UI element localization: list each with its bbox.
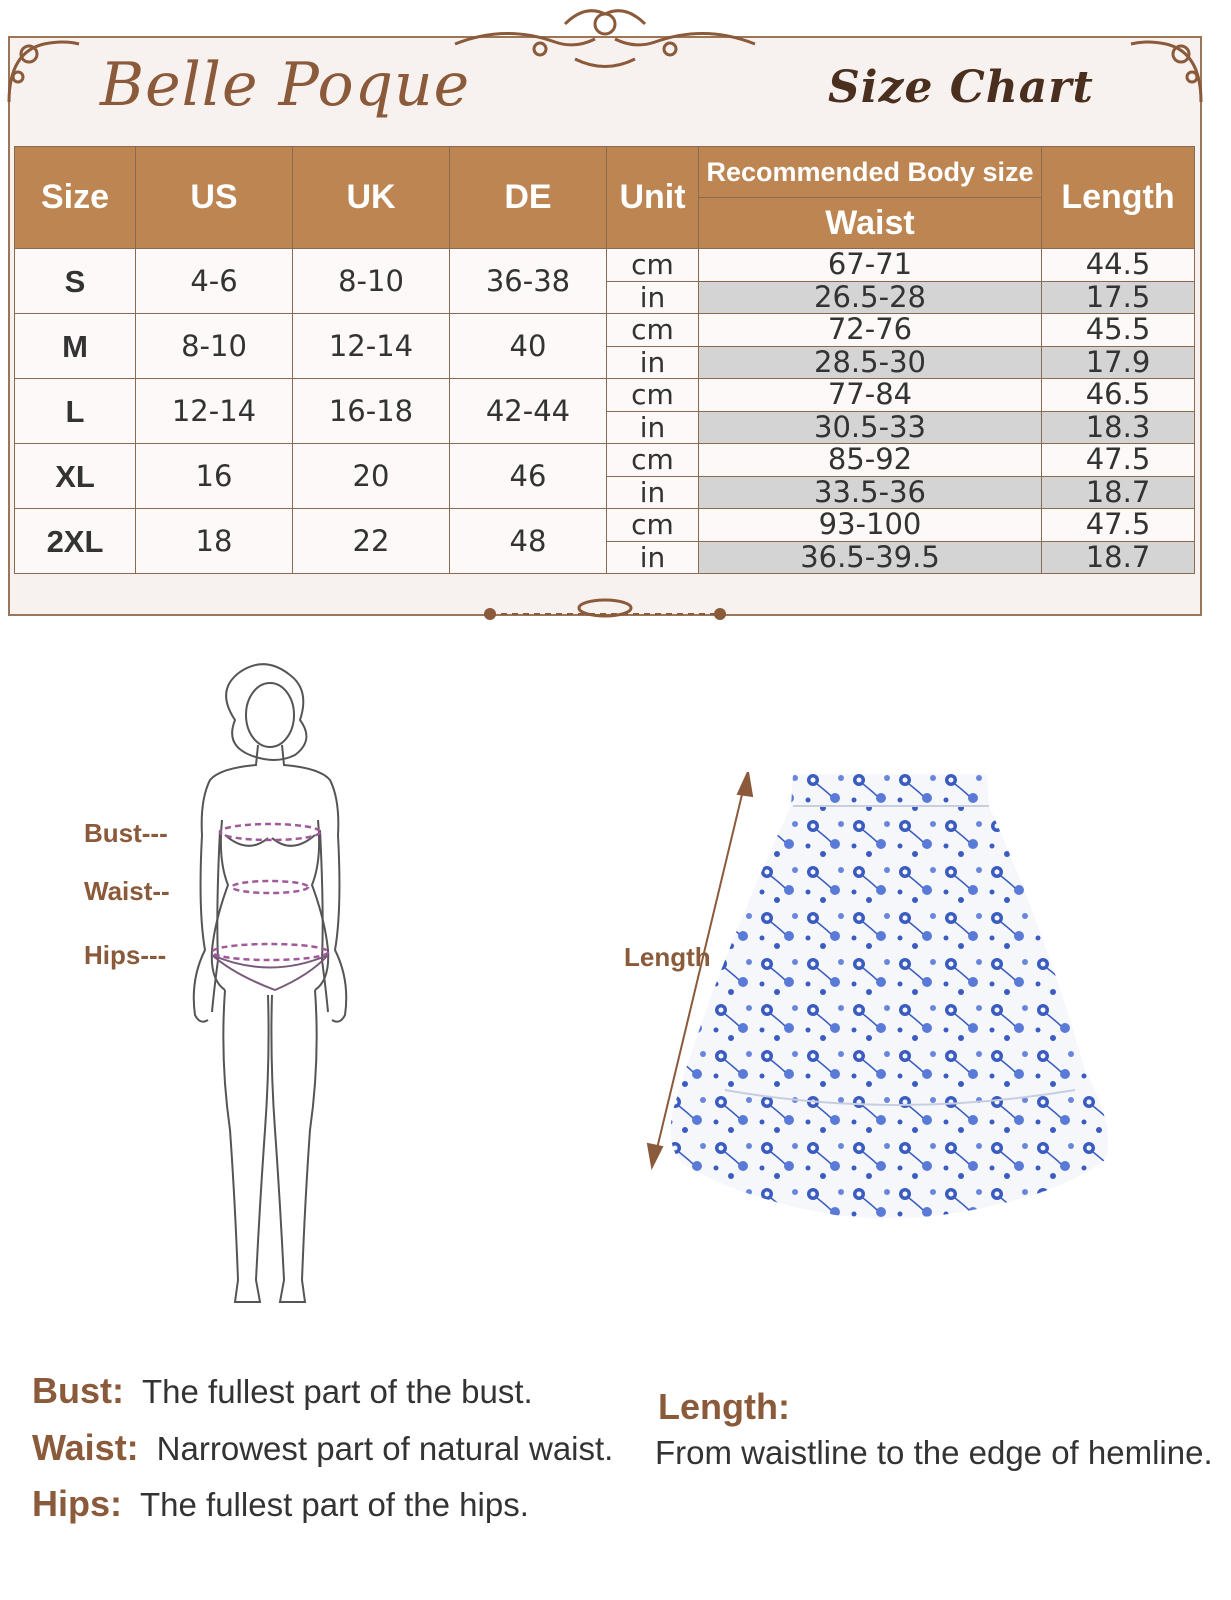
cell-us: 16 [136, 444, 293, 509]
top-left-ornament-icon [4, 32, 84, 112]
cell-size: XL [15, 444, 136, 509]
cell-size: M [15, 314, 136, 379]
hips-label: Hips--- [84, 940, 167, 970]
hips-term: Hips: [32, 1483, 122, 1524]
cell-length-cm: 44.5 [1042, 249, 1195, 282]
cell-unit-in: in [607, 346, 699, 379]
hips-definition [32, 1483, 529, 1525]
header-us: US [136, 147, 293, 249]
header-uk: UK [293, 147, 450, 249]
cell-waist-in: 26.5-28 [699, 281, 1042, 314]
header-de: DE [450, 147, 607, 249]
cell-length-in: 18.7 [1042, 541, 1195, 574]
cell-us: 18 [136, 509, 293, 574]
header-unit: Unit [607, 147, 699, 249]
cell-length-cm: 45.5 [1042, 314, 1195, 347]
cell-length-cm: 47.5 [1042, 509, 1195, 542]
brand-logo: Belle Poque [100, 50, 471, 120]
cell-length-in: 17.5 [1042, 281, 1195, 314]
cell-waist-cm: 85-92 [699, 444, 1042, 477]
cell-waist-in: 36.5-39.5 [699, 541, 1042, 574]
cell-us: 8-10 [136, 314, 293, 379]
cell-unit-cm: cm [607, 249, 699, 282]
cell-de: 42-44 [450, 379, 607, 444]
cell-waist-cm: 72-76 [699, 314, 1042, 347]
floral-skirt-image [665, 770, 1117, 1230]
waist-label: Waist-- [84, 876, 170, 906]
cell-uk: 22 [293, 509, 450, 574]
waist-term: Waist: [32, 1427, 139, 1468]
cell-unit-in: in [607, 281, 699, 314]
cell-uk: 16-18 [293, 379, 450, 444]
bust-term: Bust: [32, 1370, 124, 1411]
cell-de: 36-38 [450, 249, 607, 314]
header-length: Length [1042, 147, 1195, 249]
cell-unit-cm: cm [607, 379, 699, 412]
header-recommended: Recommended Body size [699, 147, 1042, 198]
cell-length-cm: 47.5 [1042, 444, 1195, 477]
bottom-divider-ornament-icon [470, 596, 740, 628]
length-label: Length [624, 942, 711, 972]
cell-unit-cm: cm [607, 444, 699, 477]
cell-uk: 20 [293, 444, 450, 509]
cell-unit-in: in [607, 411, 699, 444]
cell-length-in: 17.9 [1042, 346, 1195, 379]
hips-text: The fullest part of the hips. [140, 1486, 529, 1523]
cell-size: L [15, 379, 136, 444]
length-text: From waistline to the edge of hemline. [655, 1434, 1213, 1471]
cell-unit-cm: cm [607, 509, 699, 542]
cell-waist-in: 28.5-30 [699, 346, 1042, 379]
page-title: Size Chart [828, 62, 1094, 113]
cell-length-in: 18.3 [1042, 411, 1195, 444]
cell-waist-in: 33.5-36 [699, 476, 1042, 509]
cell-de: 46 [450, 444, 607, 509]
cell-de: 48 [450, 509, 607, 574]
cell-waist-cm: 67-71 [699, 249, 1042, 282]
cell-uk: 8-10 [293, 249, 450, 314]
bust-label: Bust--- [84, 818, 168, 848]
cell-de: 40 [450, 314, 607, 379]
cell-length-in: 18.7 [1042, 476, 1195, 509]
cell-size: 2XL [15, 509, 136, 574]
cell-unit-in: in [607, 541, 699, 574]
body-figure-icon [180, 660, 370, 1310]
cell-waist-in: 30.5-33 [699, 411, 1042, 444]
cell-length-cm: 46.5 [1042, 379, 1195, 412]
header-waist: Waist [699, 198, 1042, 249]
cell-uk: 12-14 [293, 314, 450, 379]
waist-text: Narrowest part of natural waist. [156, 1430, 614, 1467]
top-right-ornament-icon [1126, 32, 1206, 112]
cell-size: S [15, 249, 136, 314]
cell-us: 12-14 [136, 379, 293, 444]
bust-definition [32, 1370, 533, 1412]
cell-us: 4-6 [136, 249, 293, 314]
header-size: Size [15, 147, 136, 249]
cell-unit-in: in [607, 476, 699, 509]
length-term: Length: [658, 1386, 790, 1427]
waist-definition [32, 1427, 613, 1469]
bust-text: The fullest part of the bust. [142, 1373, 533, 1410]
cell-waist-cm: 77-84 [699, 379, 1042, 412]
cell-waist-cm: 93-100 [699, 509, 1042, 542]
top-center-ornament-icon [445, 4, 765, 74]
size-table [14, 146, 1195, 574]
cell-unit-cm: cm [607, 314, 699, 347]
